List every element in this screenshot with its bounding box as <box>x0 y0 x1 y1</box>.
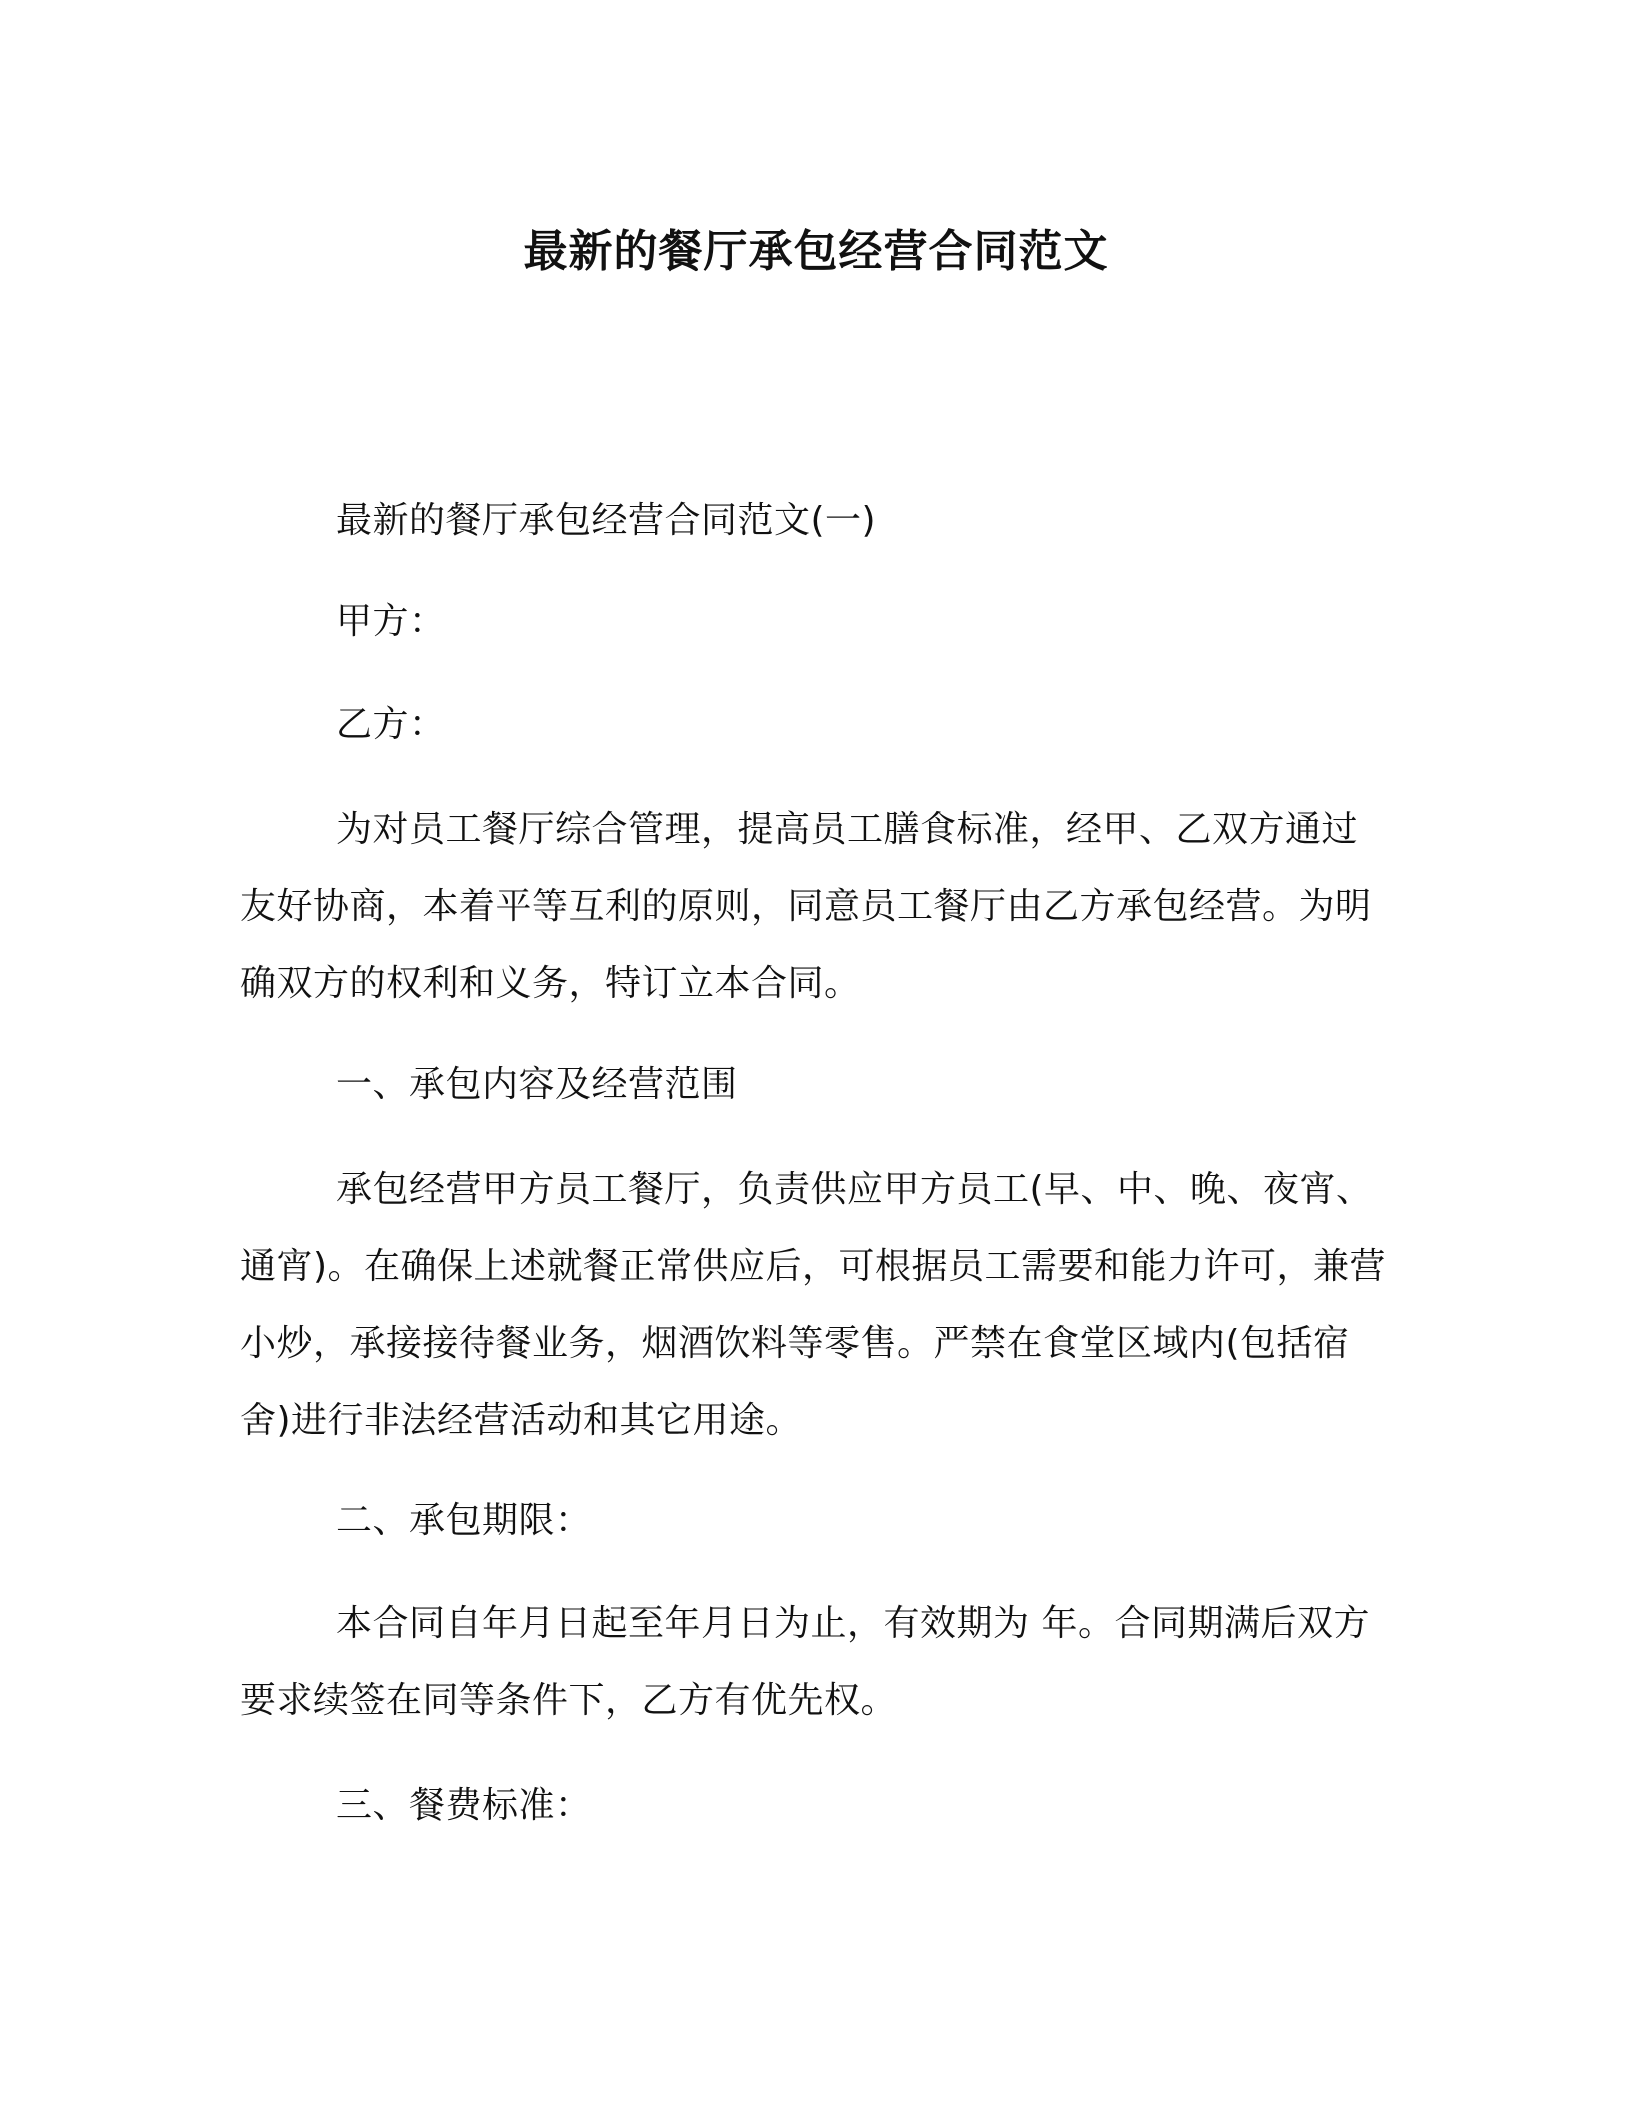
section1-body-block <box>240 1151 1392 1459</box>
intro-paragraph: 为对员工餐厅综合管理，提高员工膳食标准，经甲、乙双方通过友好协商，本着平等互利的原则，同意员工餐厅由乙方承包经营。为明确双方的权利和义务，特订立本合同。 <box>240 809 1372 1004</box>
section2-paragraph: 本合同自年月日起至年月日为止，有效期为 年。合同期满后双方要求续签在同等条件下，乙方有优先权。 <box>240 1603 1370 1721</box>
document-subtitle: 最新的餐厅承包经营合同范文(一) <box>336 500 877 541</box>
section3-heading: 三、餐费标准： <box>336 1785 592 1826</box>
section1-heading: 一、承包内容及经营范围 <box>336 1064 738 1105</box>
section2-body-block <box>240 1585 1392 1739</box>
section3-heading-block <box>240 1767 1392 1844</box>
section2-heading: 二、承包期限： <box>336 1500 592 1541</box>
party-b-label: 乙方： <box>336 704 446 745</box>
party-a-block <box>240 583 1392 660</box>
section1-paragraph: 承包经营甲方员工餐厅，负责供应甲方员工(早、中、晚、夜宵、通宵)。在确保上述就餐正常供应后，可根据员工需要和能力许可，兼营小炒，承接接待餐业务，烟酒饮料等零售。严禁在食堂区域内(包括宿舍)进行非法经营活动和其它用途。 <box>240 1169 1387 1441</box>
party-a-label: 甲方： <box>336 601 446 642</box>
document-subtitle-block <box>240 482 1392 559</box>
document-title: 最新的餐厅承包经营合同范文 <box>523 226 1109 277</box>
party-b-block <box>240 686 1392 763</box>
section1-heading-block <box>240 1046 1392 1123</box>
section2-heading-block <box>240 1482 1392 1559</box>
intro-block <box>240 791 1392 1022</box>
